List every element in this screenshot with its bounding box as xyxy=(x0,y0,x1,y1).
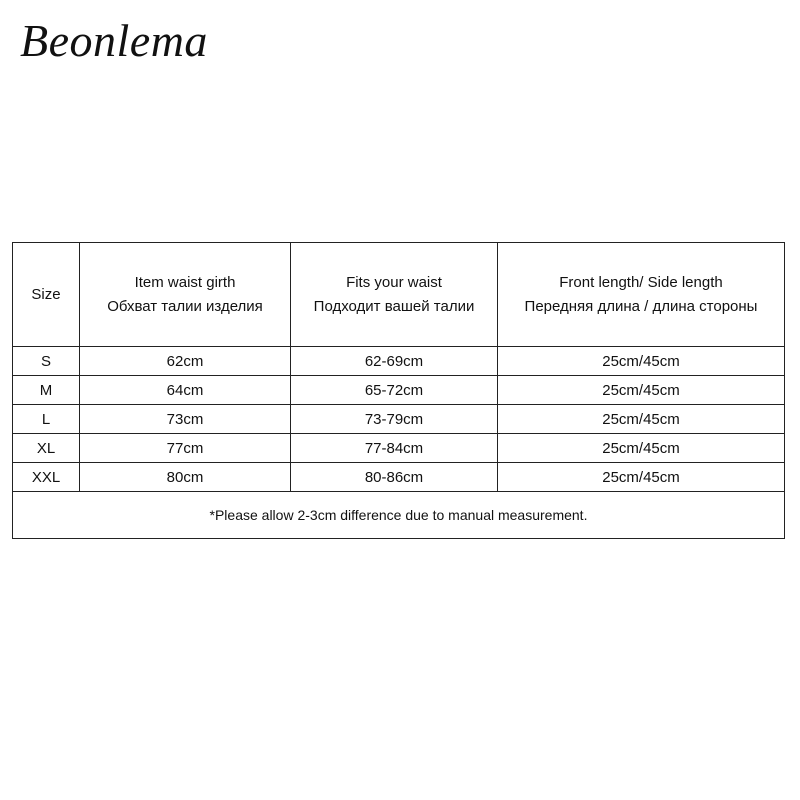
header-fits-waist-en: Fits your waist xyxy=(346,273,442,291)
cell-size: S xyxy=(13,347,80,376)
header-length xyxy=(498,243,785,347)
cell-length: 25cm/45cm xyxy=(498,347,785,376)
table-row xyxy=(13,347,785,376)
header-item-waist-ru: Обхват талии изделия xyxy=(107,297,263,315)
table-row xyxy=(13,463,785,492)
table-row xyxy=(13,376,785,405)
note-row xyxy=(13,492,785,539)
brand-logo: Beonlema xyxy=(20,15,208,66)
cell-size: M xyxy=(13,376,80,405)
cell-item-waist: 62cm xyxy=(80,347,291,376)
cell-fits-waist: 73-79cm xyxy=(291,405,498,434)
size-chart-table xyxy=(12,242,785,539)
cell-size: XL xyxy=(13,434,80,463)
cell-length: 25cm/45cm xyxy=(498,434,785,463)
table-row xyxy=(13,405,785,434)
cell-item-waist: 80cm xyxy=(80,463,291,492)
cell-length: 25cm/45cm xyxy=(498,376,785,405)
cell-fits-waist: 80-86cm xyxy=(291,463,498,492)
cell-length: 25cm/45cm xyxy=(498,463,785,492)
header-length-en: Front length/ Side length xyxy=(559,273,723,291)
cell-size: L xyxy=(13,405,80,434)
header-item-waist-en: Item waist girth xyxy=(134,273,236,291)
cell-item-waist: 73cm xyxy=(80,405,291,434)
cell-length: 25cm/45cm xyxy=(498,405,785,434)
cell-fits-waist: 65-72cm xyxy=(291,376,498,405)
cell-fits-waist: 77-84cm xyxy=(291,434,498,463)
header-size-label: Size xyxy=(31,285,61,303)
table-row xyxy=(13,434,785,463)
header-size xyxy=(13,243,80,347)
cell-size: XXL xyxy=(13,463,80,492)
header-fits-waist xyxy=(291,243,498,347)
cell-item-waist: 77cm xyxy=(80,434,291,463)
header-row xyxy=(13,243,785,347)
cell-fits-waist: 62-69cm xyxy=(291,347,498,376)
header-length-ru: Передняя длина / длина стороны xyxy=(524,297,758,315)
header-fits-waist-ru: Подходит вашей талии xyxy=(313,297,475,315)
measurement-note: *Please allow 2-3cm difference due to manual measurement. xyxy=(13,492,785,539)
cell-item-waist: 64cm xyxy=(80,376,291,405)
header-item-waist xyxy=(80,243,291,347)
